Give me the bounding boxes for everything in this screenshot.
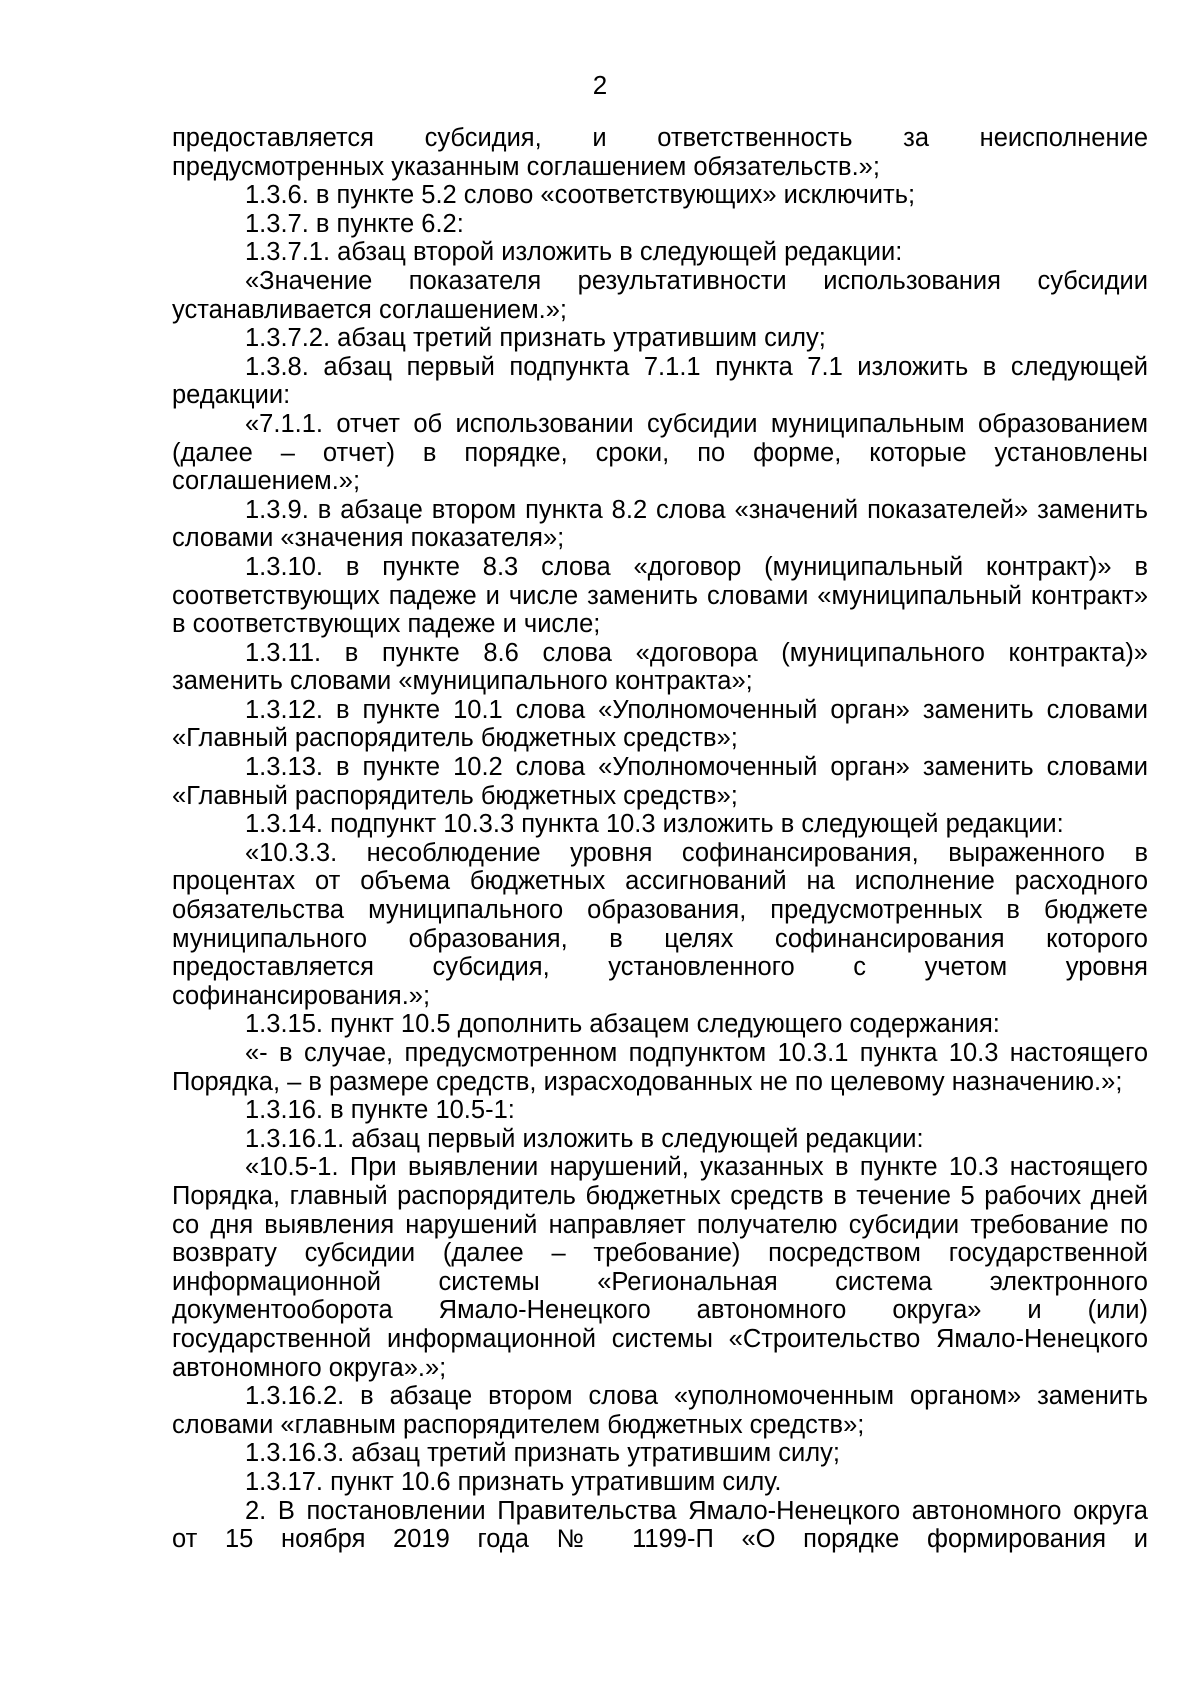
paragraph: 1.3.12. в пункте 10.1 слова «Уполномоченный орган» заменить словами «Главный распорядитель бюджетных средств»;	[172, 695, 1148, 753]
document-body	[172, 124, 1148, 1554]
paragraph: 1.3.7.1. абзац второй изложить в следующей редакции:	[245, 238, 903, 267]
paragraph: «- в случае, предусмотренном подпунктом 10.3.1 пункта 10.3 настоящего Порядка, – в размере средств, израсходованных не по целевому назначению.»;	[172, 1039, 1148, 1096]
paragraph: 1.3.16.2. в абзаце втором слова «уполномоченным органом» заменить словами «главным распорядителем бюджетных средств»;	[172, 1382, 1148, 1439]
paragraph: 1.3.11. в пункте 8.6 слова «договора (муниципального контракта)» заменить словами «муниципального контракта»;	[172, 638, 1148, 696]
paragraph: предоставляется субсидия, и ответственность за неисполнение предусмотренных указанным соглашением обязательств.»;	[172, 124, 1148, 181]
paragraph: «10.3.3. несоблюдение уровня софинансирования, выраженного в процентах от объема бюджетных ассигнований на исполнение расходного обязательства муниципального образования, предусмотренных в бюджете муниципального образования, в целях софинансирования которого предоставляется субсидия, установленного с учетом уровня софинансирования.»;	[172, 838, 1148, 1010]
paragraph: 1.3.9. в абзаце втором пункта 8.2 слова «значений показателей» заменить словами «значения показателя»;	[172, 495, 1148, 553]
paragraph: 2. В постановлении Правительства Ямало-Ненецкого автономного округа от 15 ноября 2019 года № 1199-П «О порядке формирования и	[172, 1496, 1148, 1554]
paragraph: 1.3.16.3. абзац третий признать утратившим силу;	[245, 1439, 840, 1468]
paragraph: 1.3.14. подпункт 10.3.3 пункта 10.3 изложить в следующей редакции:	[245, 810, 1064, 839]
paragraph: 1.3.16.1. абзац первый изложить в следующей редакции:	[245, 1124, 924, 1153]
paragraph: «10.5-1. При выявлении нарушений, указанных в пункте 10.3 настоящего Порядка, главный распорядитель бюджетных средств в течение 5 рабочих дней со дня выявления нарушений направляет получателю субсидии требование по возврату субсидии (далее – требование) посредством государственной информационной системы «Региональная система электронного документооборота Ямало-Ненецкого автономного округа» и (или) государственной информационной системы «Строительство Ямало-Ненецкого автономного округа».»;	[172, 1153, 1148, 1382]
paragraph: 1.3.6. в пункте 5.2 слово «соответствующих» исключить;	[245, 181, 916, 210]
paragraph: 1.3.17. пункт 10.6 признать утратившим силу.	[245, 1467, 782, 1496]
paragraph: 1.3.7.2. абзац третий признать утратившим силу;	[245, 324, 826, 353]
paragraph: 1.3.13. в пункте 10.2 слова «Уполномоченный орган» заменить словами «Главный распорядитель бюджетных средств»;	[172, 753, 1148, 810]
paragraph: 1.3.16. в пункте 10.5-1:	[245, 1096, 515, 1125]
page-number: 2	[592, 70, 608, 100]
paragraph: «7.1.1. отчет об использовании субсидии муниципальным образованием (далее – отчет) в порядке, сроки, по форме, которые установлены соглашением.»;	[172, 409, 1148, 496]
paragraph: 1.3.10. в пункте 8.3 слова «договор (муниципальный контракт)» в соответствующих падеже и числе заменить словами «муниципальный контракт» в соответствующих падеже и числе;	[172, 552, 1148, 639]
paragraph: 1.3.7. в пункте 6.2:	[245, 209, 464, 238]
paragraph: «Значение показателя результативности использования субсидии устанавливается соглашением.»;	[172, 266, 1148, 324]
paragraph: 1.3.8. абзац первый подпункта 7.1.1 пункта 7.1 изложить в следующей редакции:	[172, 352, 1148, 410]
paragraph: 1.3.15. пункт 10.5 дополнить абзацем следующего содержания:	[245, 1010, 1000, 1039]
